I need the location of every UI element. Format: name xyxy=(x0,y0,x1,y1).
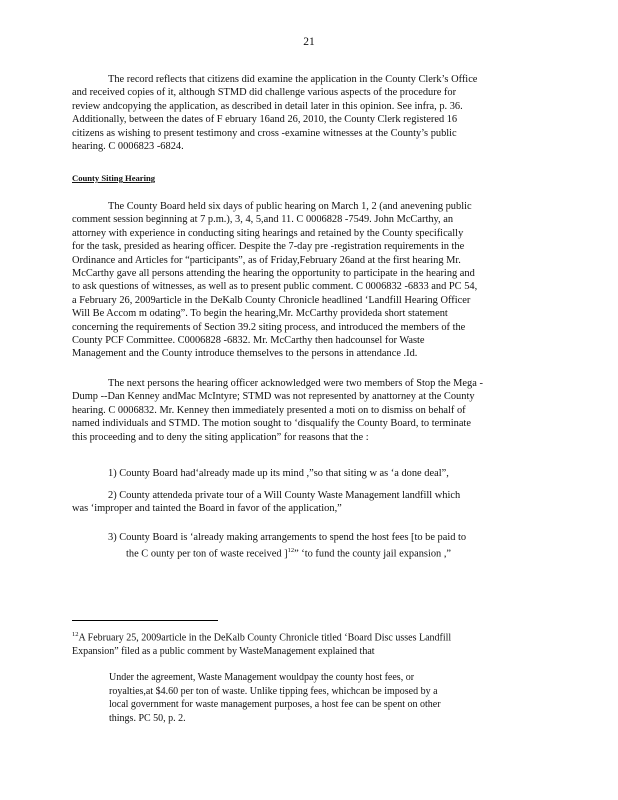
text-line: named individuals and STMD. The motion sought to ‘disqualify the County Board, to terminate xyxy=(72,418,471,430)
footnote-number: 12 xyxy=(72,631,79,638)
block-quote: Under the agreement, Waste Management wouldpay the county host fees, or royalties,at $4.60 per ton of waste. Unlike tipping fees, whichcan be imposed by a local government for waste management purposes, a host fee can be spent on other things. PC 50, p. 2. xyxy=(109,672,441,724)
section-heading: County Siting Hearing xyxy=(72,173,156,183)
paragraph-record xyxy=(72,73,540,153)
text-line: Will Be Accom m odating”. To begin the hearing,Mr. McCarthy provideda short statement xyxy=(72,308,448,320)
paragraph-hearing xyxy=(72,200,540,361)
text-line: a February 26, 2009article in the DeKalb County Chronicle headlined ‘Landfill Hearing Officer xyxy=(72,294,471,306)
text-line: attorney with experience in conducting siting hearings and retained by the County specifically xyxy=(72,227,464,239)
text-line: Dump --Dan Kenney andMac McIntyre; STMD was not represented by anattorney at the County xyxy=(72,391,475,403)
page-number: 21 xyxy=(303,36,315,48)
text-line: comment session beginning at 7 p.m.), 3, 4, 5,and 11. C 0006828 -7549. John McCarthy, an xyxy=(72,214,454,226)
text-line: County PCF Committee. C0006828 -6832. Mr. McCarthy then hadcounsel for Waste xyxy=(72,335,425,347)
text-line: hearing. C 0006823 -6824. xyxy=(72,141,184,153)
text-line: Ordinance and Articles for “participants”, as of Friday,February 26and at the first hearing Mr. xyxy=(72,254,461,266)
text-line: Management and the County introduce themselves to the persons in attendance .Id. xyxy=(72,348,418,360)
text-line: The next persons the hearing officer acknowledged were two members of Stop the Mega - xyxy=(108,378,483,389)
footnote-marker: 12 xyxy=(287,547,295,555)
text-line: this proceeding and to deny the siting application” for reasons that the : xyxy=(72,431,369,443)
footnote: $^{12}$A February 25, 2009article in the DeKalb County Chronicle titled ‘Board Disc usses Landfill Expansion” filed as a public comment by WasteManagement explained that xyxy=(72,631,452,657)
text-line: citizens as wishing to present testimony and cross -examine witnesses at the County’s public xyxy=(72,127,457,139)
text-line: The County Board held six days of public hearing on March 1, 2 (and anevening public xyxy=(108,201,472,212)
text-line: and received copies of it, although STMD did challenge various aspects of the procedure for xyxy=(72,87,457,99)
paragraph-motion xyxy=(72,377,540,444)
footnote-divider xyxy=(72,620,218,621)
list-item: 3) County Board is ‘already making arrangements to spend the host fees [to be paid to the C ounty per ton of waste received ]$^{12}$” ‘to fund the county jail expansion ,” xyxy=(108,532,467,560)
list-item: 2) County attendeda private tour of a Will County Waste Management landfill which was ‘improper and tainted the Board in favor of the application,” xyxy=(72,490,461,515)
text-line: review andcopying the application, as described in detail later in this opinion. See infra, p. 36. xyxy=(72,100,463,112)
text-line: for the task, presided as hearing officer. Despite the 7-day pre -registration requirements in the xyxy=(72,241,465,253)
text-line: to ask questions of witnesses, as well as to present public comment. C 0006832 -6833 and PC 54, xyxy=(72,281,478,293)
text-line: hearing. C 0006832. Mr. Kenney then immediately presented a moti on to dismiss on behalf of xyxy=(72,404,466,416)
text-line: McCarthy gave all persons attending the hearing the opportunity to participate in the hearing and xyxy=(72,268,475,280)
list-item: 1) County Board had‘already made up its mind ,”so that siting w as ‘a done deal”, xyxy=(108,468,449,479)
text-line: concerning the requirements of Section 39.2 siting process, and introduced the members of the xyxy=(72,321,466,333)
text-line: The record reflects that citizens did examine the application in the County Clerk’s Office xyxy=(108,74,478,85)
text-line: Additionally, between the dates of F ebruary 16and 26, 2010, the County Clerk registered 16 xyxy=(72,114,458,126)
